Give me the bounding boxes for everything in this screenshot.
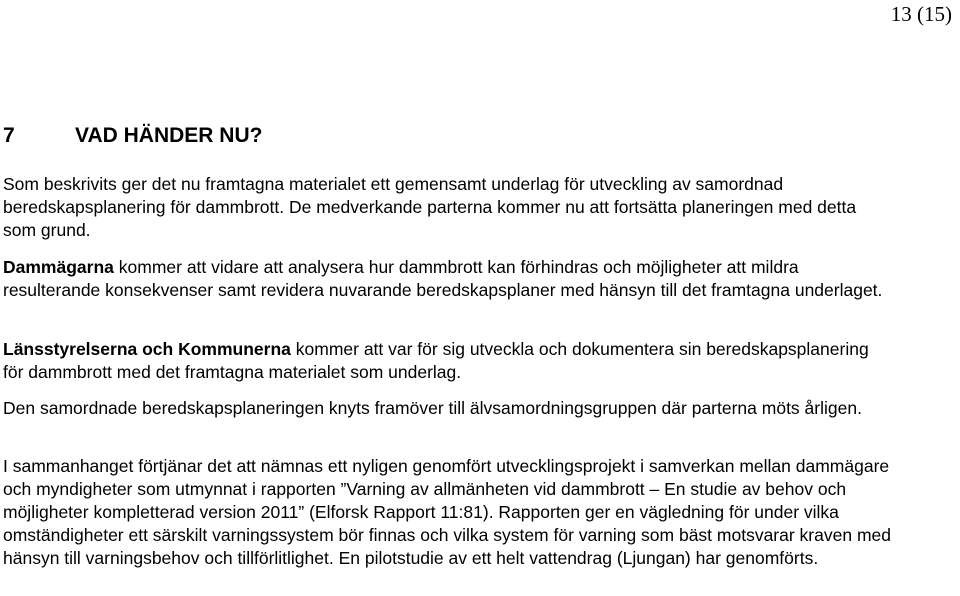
section-title: VAD HÄNDER NU? [75, 124, 263, 147]
paragraph-dam-owners-text: kommer att vidare att analysera hur dammbrott kan förhindras och möjligheter att mildra resulterande konsekvenser samt revidera nuvarande beredskapsplaner med hänsyn till det framtagna underlaget. [3, 257, 883, 300]
authorities-connector: och [137, 339, 179, 359]
paragraph-coordination [3, 397, 893, 420]
paragraph-authorities [3, 338, 893, 384]
paragraph-report-text: I sammanhanget förtjänar det att nämnas ett nyligen genomfört utvecklingsprojekt i samverkan mellan dammägare och myndigheter som utmynnat i rapporten ”Varning av allmänheten vid dammbrott – En studie av behov och möjligheter kompletterad version 2011” (Elforsk Rapport 11:81). Rapporten ger en vägledning för under vilka omständigheter ett särskilt varningssystem bör finnas och vilka system för varning som bäst motsvarar kraven med hänsyn till varningsbehov och tillförlitlighet. En pilotstudie av ett helt vattendrag (Ljungan) har genomförts. [3, 456, 891, 568]
paragraph-coordination-text: Den samordnade beredskapsplaneringen knyts framöver till älvsamordningsgruppen där parterna möts årligen. [3, 398, 862, 418]
section-number: 7 [3, 124, 15, 147]
municipalities-label: Kommunerna [178, 339, 291, 359]
paragraph-authorities-text: kommer att var för sig utveckla och dokumentera sin beredskapsplanering för dammbrott med det framtagna materialet som underlag. [3, 339, 869, 382]
paragraph-intro [3, 173, 893, 242]
paragraph-intro-text: Som beskrivits ger det nu framtagna materialet ett gemensamt underlag för utveckling av samordnad beredskapsplanering för dammbrott. De medverkande parterna kommer nu att fortsätta planeringen med detta som grund. [3, 174, 857, 240]
paragraph-dam-owners [3, 256, 893, 302]
section-heading [3, 122, 262, 150]
dam-owners-label: Dammägarna [3, 257, 114, 277]
page-number: 13 (15) [890, 2, 952, 26]
paragraph-report [3, 455, 893, 570]
county-boards-label: Länsstyrelserna [3, 339, 138, 359]
